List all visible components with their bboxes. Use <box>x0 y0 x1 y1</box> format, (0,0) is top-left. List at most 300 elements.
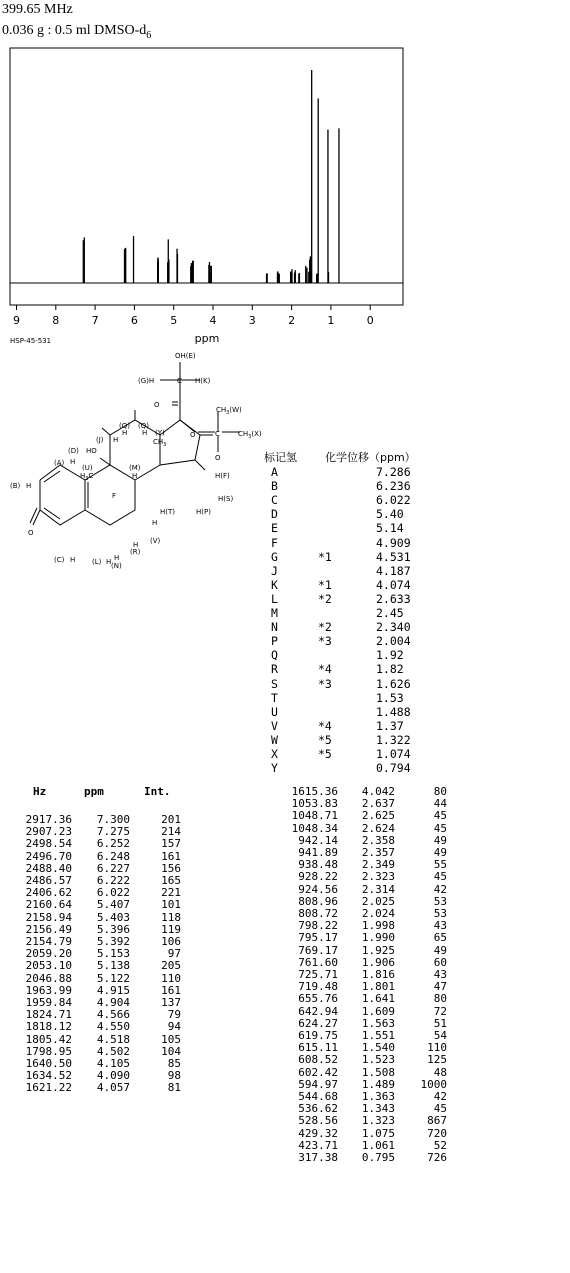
right-int-column <box>405 786 447 1164</box>
sample-info <box>2 23 151 41</box>
right-hz-19: 624.27 <box>298 1016 338 1030</box>
left-ppm-10: 5.392 <box>96 935 130 949</box>
label-h-t: H(T) <box>160 508 176 516</box>
right-ppm-22: 1.523 <box>361 1053 395 1067</box>
left-hz-22: 1621.22 <box>25 1081 72 1095</box>
label-k: H(K) <box>195 377 211 385</box>
left-int-13: 110 <box>161 971 181 985</box>
nmr-spectrum-chart <box>0 40 570 345</box>
right-int-19: 51 <box>433 1016 447 1030</box>
left-ppm-18: 4.518 <box>96 1032 130 1046</box>
right-ppm-13: 1.925 <box>361 943 395 957</box>
assign-label-20: X <box>271 747 278 761</box>
left-hz-17: 1818.12 <box>25 1020 72 1034</box>
assign-note-14: *4 <box>318 662 332 677</box>
assign-shift-7: 4.187 <box>376 563 411 578</box>
left-int-8: 118 <box>161 910 181 924</box>
label-h-l: H <box>106 558 112 566</box>
left-ppm-4: 6.227 <box>96 861 130 875</box>
right-hz-11: 798.22 <box>298 919 338 933</box>
right-ppm-5: 2.357 <box>361 846 395 860</box>
label-o-lower: O <box>215 454 221 462</box>
right-int-6: 55 <box>433 858 447 872</box>
right-hz-8: 924.56 <box>298 882 338 896</box>
x-tick-label-8: 8 <box>52 314 60 327</box>
assign-shift-17: 1.488 <box>376 704 411 719</box>
left-hz-9: 2156.49 <box>25 922 72 936</box>
assign-label-1: B <box>271 479 278 494</box>
left-hz-0: 2917.36 <box>25 813 72 826</box>
left-ppm-16: 4.566 <box>96 1008 130 1022</box>
label-h-n: H <box>114 554 120 562</box>
right-ppm-17: 1.641 <box>361 992 395 1006</box>
x-tick-label-6: 6 <box>130 314 138 327</box>
assign-label-17: U <box>271 704 278 719</box>
right-ppm-14: 1.906 <box>361 955 395 969</box>
right-int-25: 42 <box>433 1090 447 1104</box>
label-h-a: H <box>70 458 76 466</box>
left-ppm-2: 6.252 <box>96 837 130 851</box>
left-int-20: 85 <box>167 1057 181 1071</box>
right-hz-7: 928.22 <box>298 870 338 884</box>
label-a: (A) <box>54 459 65 467</box>
left-ppm-9: 5.396 <box>96 922 130 936</box>
assign-shift-9: 2.633 <box>376 591 411 606</box>
left-ppm-column <box>78 814 130 1095</box>
right-int-28: 720 <box>427 1126 447 1140</box>
left-int-17: 94 <box>167 1020 181 1034</box>
assign-label-9: L <box>271 591 278 606</box>
right-int-7: 45 <box>433 870 447 884</box>
label-h-c: H <box>70 556 76 564</box>
right-int-17: 80 <box>433 992 447 1006</box>
right-ppm-column <box>343 786 395 1164</box>
right-hz-26: 536.62 <box>298 1102 338 1116</box>
assign-shift-0: 7.286 <box>376 465 411 479</box>
right-hz-16: 719.48 <box>298 980 338 994</box>
assign-shift-14: 1.82 <box>376 662 404 677</box>
right-hz-6: 938.48 <box>298 858 338 872</box>
right-ppm-6: 2.349 <box>361 858 395 872</box>
assign-note-6: *1 <box>318 549 332 564</box>
left-int-16: 79 <box>167 1008 181 1022</box>
right-int-22: 125 <box>427 1053 447 1067</box>
right-hz-21: 615.11 <box>298 1041 338 1055</box>
left-ppm-0: 7.300 <box>96 813 130 826</box>
right-hz-18: 642.94 <box>298 1004 338 1018</box>
right-int-5: 49 <box>433 846 447 860</box>
left-int-11: 97 <box>167 947 181 961</box>
ring-a-double-bond <box>44 471 60 482</box>
left-hz-19: 1798.95 <box>25 1044 72 1058</box>
assign-label-21: Y <box>271 761 278 776</box>
assign-label-header: 标记氢 <box>264 451 297 464</box>
left-ppm-11: 5.153 <box>96 947 130 961</box>
right-ppm-30: 0.795 <box>361 1151 395 1165</box>
left-ppm-13: 5.122 <box>96 971 130 985</box>
left-ppm-14: 4.915 <box>96 983 130 997</box>
left-ppm-6: 6.022 <box>96 886 130 900</box>
right-int-20: 54 <box>433 1029 447 1043</box>
left-hz-12: 2053.10 <box>25 959 72 973</box>
assign-label-19: W <box>271 732 278 747</box>
label-ch3-w: $CH_3(W)$ <box>216 406 242 416</box>
x-tick-label-2: 2 <box>288 314 296 327</box>
right-ppm-9: 2.025 <box>361 894 395 908</box>
assign-shift-13: 1.92 <box>376 648 404 663</box>
right-ppm-10: 2.024 <box>361 907 395 921</box>
right-int-2: 45 <box>433 809 447 823</box>
x-tick-label-1: 1 <box>327 314 335 327</box>
x-ticks-group <box>13 305 374 327</box>
right-int-29: 52 <box>433 1138 447 1152</box>
right-hz-2: 1048.71 <box>291 809 338 823</box>
label-o-carbonyl: O <box>154 401 160 409</box>
assign-label-8: K <box>271 577 278 592</box>
x-tick-label-4: 4 <box>209 314 217 327</box>
left-ppm-22: 4.057 <box>96 1081 130 1095</box>
left-int-10: 106 <box>161 935 181 949</box>
assign-shift-21: 0.794 <box>376 761 411 776</box>
label-j: (J) <box>96 436 104 444</box>
left-hz-14: 1963.99 <box>25 983 72 997</box>
c11-oh <box>102 428 110 435</box>
assign-label-18: V <box>271 718 278 733</box>
right-ppm-15: 1.816 <box>361 968 395 982</box>
left-hz-11: 2059.20 <box>25 947 72 961</box>
right-ppm-4: 2.358 <box>361 833 395 847</box>
left-ppm-12: 5.138 <box>96 959 130 973</box>
label-h-v: H <box>152 519 158 527</box>
label-oh-e: OH(E) <box>175 352 196 360</box>
label-c-top: C <box>177 377 182 385</box>
right-hz-17: 655.76 <box>298 992 338 1006</box>
label-h-q1: H <box>122 429 128 437</box>
right-int-11: 43 <box>433 919 447 933</box>
left-hz-8: 2158.94 <box>25 910 72 924</box>
assign-shift-12: 2.004 <box>376 634 411 649</box>
label-h-q2: H <box>142 429 148 437</box>
left-int-22: 81 <box>167 1081 181 1095</box>
label-u: (U) <box>82 464 93 472</box>
left-hz-20: 1640.50 <box>25 1057 72 1071</box>
structure-bonds <box>30 362 240 525</box>
c16-h <box>195 460 205 470</box>
right-hz-29: 423.71 <box>298 1138 338 1152</box>
assign-note-20: *5 <box>318 747 332 761</box>
label-ch3-x: $CH_3(X)$ <box>238 430 262 440</box>
assign-note-8: *1 <box>318 577 332 592</box>
right-hz-10: 808.72 <box>298 907 338 921</box>
left-hz-6: 2406.62 <box>25 886 72 900</box>
right-hz-12: 795.17 <box>298 931 338 945</box>
right-hz-25: 544.68 <box>298 1090 338 1104</box>
label-h3c: $H_3C$ <box>80 472 94 482</box>
left-int-9: 119 <box>161 922 181 936</box>
right-hz-1: 1053.83 <box>291 797 338 811</box>
assign-label-4: E <box>271 521 278 536</box>
label-y: (Y) <box>155 429 165 437</box>
left-hz-18: 1805.42 <box>25 1032 72 1046</box>
right-ppm-28: 1.075 <box>361 1126 395 1140</box>
left-hz-4: 2488.40 <box>25 861 72 875</box>
assign-shift-15: 1.626 <box>376 676 411 691</box>
assign-shift-header: 化学位移（ppm） <box>325 451 416 464</box>
left-hz-3: 2496.70 <box>25 849 72 863</box>
right-hz-20: 619.75 <box>298 1029 338 1043</box>
left-ppm-20: 4.105 <box>96 1057 130 1071</box>
assign-note-19: *5 <box>318 732 332 747</box>
assign-label-0: A <box>271 465 278 479</box>
right-ppm-3: 2.624 <box>361 821 395 835</box>
label-h-f: H(F) <box>215 472 230 480</box>
assign-label-10: M <box>271 606 278 620</box>
right-int-27: 867 <box>427 1114 447 1128</box>
assign-shift-11: 2.340 <box>376 620 411 635</box>
molecule-structure <box>0 340 270 580</box>
right-hz-13: 769.17 <box>298 943 338 957</box>
right-int-16: 47 <box>433 980 447 994</box>
right-int-15: 43 <box>433 968 447 982</box>
label-b: (B) <box>10 482 21 490</box>
right-int-0: 80 <box>433 785 447 798</box>
left-ppm-17: 4.550 <box>96 1020 130 1034</box>
left-hz-7: 2160.64 <box>25 898 72 912</box>
left-int-column <box>140 814 181 1095</box>
label-h-p: H(P) <box>196 508 211 516</box>
right-hz-14: 761.60 <box>298 955 338 969</box>
assign-shift-8: 4.074 <box>376 577 411 592</box>
assign-shift-16: 1.53 <box>376 690 404 705</box>
label-o-ketone: O <box>28 529 34 537</box>
sample-text: 0.036 g : 0.5 ml DMSO-d <box>2 23 147 38</box>
right-ppm-2: 2.625 <box>361 809 395 823</box>
right-int-24: 1000 <box>420 1077 447 1091</box>
left-hz-21: 1634.52 <box>25 1069 72 1083</box>
x-tick-label-7: 7 <box>91 314 99 327</box>
assign-label-3: D <box>271 507 278 522</box>
right-hz-23: 602.42 <box>298 1065 338 1079</box>
right-hz-15: 725.71 <box>298 968 338 982</box>
ketone-bond <box>33 510 40 525</box>
label-l: (L) <box>92 558 102 566</box>
left-int-7: 101 <box>161 898 181 912</box>
left-hz-13: 2046.88 <box>25 971 72 985</box>
right-int-23: 48 <box>433 1065 447 1079</box>
assign-label-16: T <box>271 690 278 705</box>
x-tick-label-3: 3 <box>248 314 256 327</box>
left-ppm-19: 4.502 <box>96 1044 130 1058</box>
right-int-30: 726 <box>427 1151 447 1165</box>
label-r: (R) <box>130 548 141 556</box>
right-hz-column <box>280 786 338 1164</box>
label-v: (V) <box>150 537 161 545</box>
left-int-15: 137 <box>161 996 181 1010</box>
assign-shift-3: 5.40 <box>376 507 404 522</box>
right-int-3: 45 <box>433 821 447 835</box>
assign-shift-5: 4.909 <box>376 535 411 550</box>
plot-frame <box>10 48 403 305</box>
right-ppm-20: 1.551 <box>361 1029 395 1043</box>
assign-note-12: *3 <box>318 634 332 649</box>
peaks-group <box>83 70 339 283</box>
left-int-19: 104 <box>161 1044 181 1058</box>
assign-shift-2: 6.022 <box>376 493 411 508</box>
right-int-1: 44 <box>433 797 447 811</box>
label-o-upper: O <box>190 431 196 439</box>
left-ppm-1: 7.275 <box>96 825 130 839</box>
right-ppm-25: 1.363 <box>361 1090 395 1104</box>
assign-label-5: F <box>271 535 278 550</box>
right-int-10: 53 <box>433 907 447 921</box>
label-h-m: H <box>132 472 138 480</box>
right-hz-30: 317.38 <box>298 1151 338 1165</box>
label-n: (N) <box>111 562 122 570</box>
right-ppm-29: 1.061 <box>361 1138 395 1152</box>
left-hz-2: 2498.54 <box>25 837 72 851</box>
assign-label-6: G <box>271 549 278 564</box>
label-d: (D) <box>68 447 79 455</box>
right-int-12: 65 <box>433 931 447 945</box>
assign-note-11: *2 <box>318 620 332 635</box>
right-ppm-1: 2.637 <box>361 797 395 811</box>
assign-label-7: J <box>271 563 278 578</box>
left-int-14: 161 <box>161 983 181 997</box>
x-tick-label-5: 5 <box>170 314 178 327</box>
label-q2: (Q) <box>138 422 149 430</box>
assign-label-11: N <box>271 620 278 635</box>
left-int-5: 165 <box>161 874 181 888</box>
left-ppm-8: 5.403 <box>96 910 130 924</box>
assign-shift-4: 5.14 <box>376 521 404 536</box>
label-h-s: H(S) <box>218 495 234 503</box>
assign-shift-19: 1.322 <box>376 732 411 747</box>
left-hz-5: 2486.57 <box>25 874 72 888</box>
right-ppm-18: 1.609 <box>361 1004 395 1018</box>
right-ppm-11: 1.998 <box>361 919 395 933</box>
right-int-14: 60 <box>433 955 447 969</box>
sample-subscript: 6 <box>146 29 152 41</box>
x-tick-label-0: 0 <box>366 314 374 327</box>
assign-shift-18: 1.37 <box>376 718 404 733</box>
left-ppm-7: 5.407 <box>96 898 130 912</box>
left-int-12: 205 <box>161 959 181 973</box>
right-ppm-16: 1.801 <box>361 980 395 994</box>
right-hz-27: 528.56 <box>298 1114 338 1128</box>
right-int-4: 49 <box>433 833 447 847</box>
left-ppm-3: 6.248 <box>96 849 130 863</box>
left-int-21: 98 <box>167 1069 181 1083</box>
right-ppm-27: 1.323 <box>361 1114 395 1128</box>
right-ppm-12: 1.990 <box>361 931 395 945</box>
right-ppm-8: 2.314 <box>361 882 395 896</box>
right-hz-22: 608.52 <box>298 1053 338 1067</box>
left-hz-10: 2154.79 <box>25 935 72 949</box>
right-ppm-21: 1.540 <box>361 1041 395 1055</box>
assign-label-14: R <box>271 662 278 677</box>
left-hz-15: 1959.84 <box>25 996 72 1010</box>
assign-shift-20: 1.074 <box>376 747 411 761</box>
right-hz-0: 1615.36 <box>291 785 338 798</box>
spectrometer-frequency: 399.65 MHz <box>2 2 73 17</box>
assign-label-12: P <box>271 634 278 649</box>
right-hz-3: 1048.34 <box>291 821 338 835</box>
right-hz-24: 594.97 <box>298 1077 338 1091</box>
label-ch3-y: $CH_3$ <box>153 438 167 448</box>
right-ppm-0: 4.042 <box>361 785 395 798</box>
right-int-26: 45 <box>433 1102 447 1116</box>
assign-label-13: Q <box>271 648 278 663</box>
assign-shift-10: 2.45 <box>376 606 404 620</box>
left-hz-1: 2907.23 <box>25 825 72 839</box>
ring-a-double-bond-2 <box>44 508 60 519</box>
left-ppm-21: 4.090 <box>96 1069 130 1083</box>
right-int-13: 49 <box>433 943 447 957</box>
assign-shift-6: 4.531 <box>376 549 411 564</box>
label-h-j: H <box>113 436 119 444</box>
assign-shift-1: 6.236 <box>376 479 411 494</box>
right-ppm-23: 1.508 <box>361 1065 395 1079</box>
assign-label-2: C <box>271 493 278 508</box>
ketone-double <box>30 508 37 523</box>
hz-header: Hz <box>33 785 47 798</box>
assign-note-9: *2 <box>318 591 332 606</box>
left-int-4: 156 <box>161 861 181 875</box>
right-hz-28: 429.32 <box>298 1126 338 1140</box>
left-int-18: 105 <box>161 1032 181 1046</box>
label-c-ketal: C <box>215 430 220 438</box>
left-int-6: 221 <box>161 886 181 900</box>
label-g: (G)H <box>138 377 155 385</box>
right-ppm-26: 1.343 <box>361 1102 395 1116</box>
spectrum-id: HSP-45-531 <box>10 337 52 345</box>
left-int-2: 157 <box>161 837 181 851</box>
assign-label-15: S <box>271 676 278 691</box>
assign-note-18: *4 <box>318 718 332 733</box>
ring-a <box>40 465 85 525</box>
label-h-r: H <box>133 541 139 549</box>
right-ppm-24: 1.489 <box>361 1077 395 1091</box>
int-header: Int. <box>144 785 171 798</box>
left-ppm-15: 4.904 <box>96 996 130 1010</box>
x-tick-label-9: 9 <box>13 314 20 327</box>
assign-note-15: *3 <box>318 676 332 691</box>
label-q1: (Q) <box>119 422 130 430</box>
right-hz-9: 808.96 <box>298 894 338 908</box>
right-ppm-19: 1.563 <box>361 1016 395 1030</box>
right-int-21: 110 <box>427 1041 447 1055</box>
right-int-9: 53 <box>433 894 447 908</box>
left-int-1: 214 <box>161 825 181 839</box>
right-hz-5: 941.89 <box>298 846 338 860</box>
label-ho: HO <box>86 447 97 455</box>
right-int-18: 72 <box>433 1004 447 1018</box>
left-hz-16: 1824.71 <box>25 1008 72 1022</box>
label-h-b: H <box>26 482 32 490</box>
left-int-3: 161 <box>161 849 181 863</box>
left-int-0: 201 <box>161 813 181 826</box>
right-int-8: 42 <box>433 882 447 896</box>
right-hz-4: 942.14 <box>298 833 338 847</box>
label-f-atom: F <box>112 492 117 500</box>
right-ppm-7: 2.323 <box>361 870 395 884</box>
c10-methyl <box>100 458 110 465</box>
x-axis-label: ppm <box>194 332 220 345</box>
ppm-header: ppm <box>84 785 104 798</box>
left-hz-column <box>10 814 72 1095</box>
label-c: (C) <box>54 556 65 564</box>
label-m: (M) <box>129 464 141 472</box>
